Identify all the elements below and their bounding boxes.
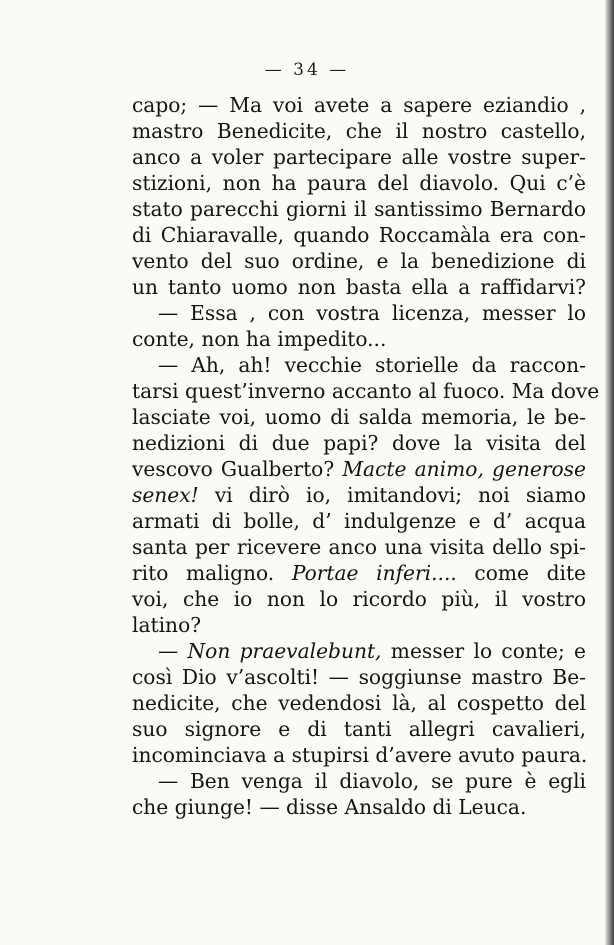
text-line: di Chiaravalle, quando Roccamàla era con- (132, 223, 586, 247)
text-line: voi, che io non lo ricordo più, il vostro (132, 587, 586, 611)
text-line-mixed (132, 456, 586, 482)
text-line: armati di bolle, d’ indulgenze e d’ acqua (132, 509, 586, 533)
page-edge-shadow (605, 0, 614, 945)
page-number: — 34 — (264, 60, 350, 80)
text-line: un tanto uomo non basta ella a raffidarvi? (132, 275, 586, 299)
text-segment: rito maligno. (132, 561, 275, 585)
text-line-mixed (132, 482, 586, 508)
latin-quote: senex! (132, 483, 199, 507)
body-text (132, 92, 600, 820)
text-line: anco a voler partecipare alle vostre super- (132, 145, 586, 169)
text-line: conte, non ha impedito... (132, 327, 387, 351)
text-line: nedicite, che vedendosi là, al cospetto del (132, 691, 586, 715)
text-line-mixed: — Non praevalebunt, messer lo conte; e (158, 639, 586, 663)
text-line: nedizioni di due papi? dove la visita del (132, 431, 586, 455)
text-segment: come dite (474, 561, 587, 585)
text-line: mastro Benedicite, che il nostro castello, (132, 119, 586, 143)
text-line: capo; — Ma voi avete a sapere eziandio , (132, 93, 586, 117)
text-segment: vescovo Gualberto? (132, 457, 335, 481)
latin-quote: Non praevalebunt, (187, 639, 382, 663)
text-line: — Ah, ah! vecchie storielle da raccon- (158, 353, 586, 377)
text-line: stato parecchi giorni il santissimo Bernardo (132, 197, 586, 221)
text-line: tarsi quest’inverno accanto al fuoco. Ma dove (132, 379, 600, 403)
text-segment: vi dirò io, imitandovi; noi siamo (214, 483, 586, 507)
text-line-mixed (132, 560, 586, 586)
text-line: incominciava a stupirsi d’avere avuto paura. (132, 743, 588, 767)
text-line: — Ben venga il diavolo, se pure è egli (158, 769, 586, 793)
text-line: che giunge! — disse Ansaldo di Leuca. (132, 795, 527, 819)
text-line: lasciate voi, uomo di salda memoria, le be- (132, 405, 586, 429)
text-line: suo signore e di tanti allegri cavalieri, (132, 717, 586, 741)
text-line: così Dio v’ascolti! — soggiunse mastro Be- (132, 665, 586, 689)
latin-quote: Portae inferi.... (291, 561, 457, 585)
text-line: — Essa , con vostra licenza, messer lo (158, 301, 586, 325)
text-line: santa per ricevere anco una visita dello spi- (132, 535, 586, 559)
text-line: vento del suo ordine, e la benedizione di (132, 249, 586, 273)
latin-quote: Macte animo, generose (342, 457, 586, 481)
text-line: stizioni, non ha paura del diavolo. Qui c’è (132, 171, 586, 195)
text-segment: messer lo conte; e (390, 639, 586, 663)
text-line: latino? (132, 613, 202, 637)
